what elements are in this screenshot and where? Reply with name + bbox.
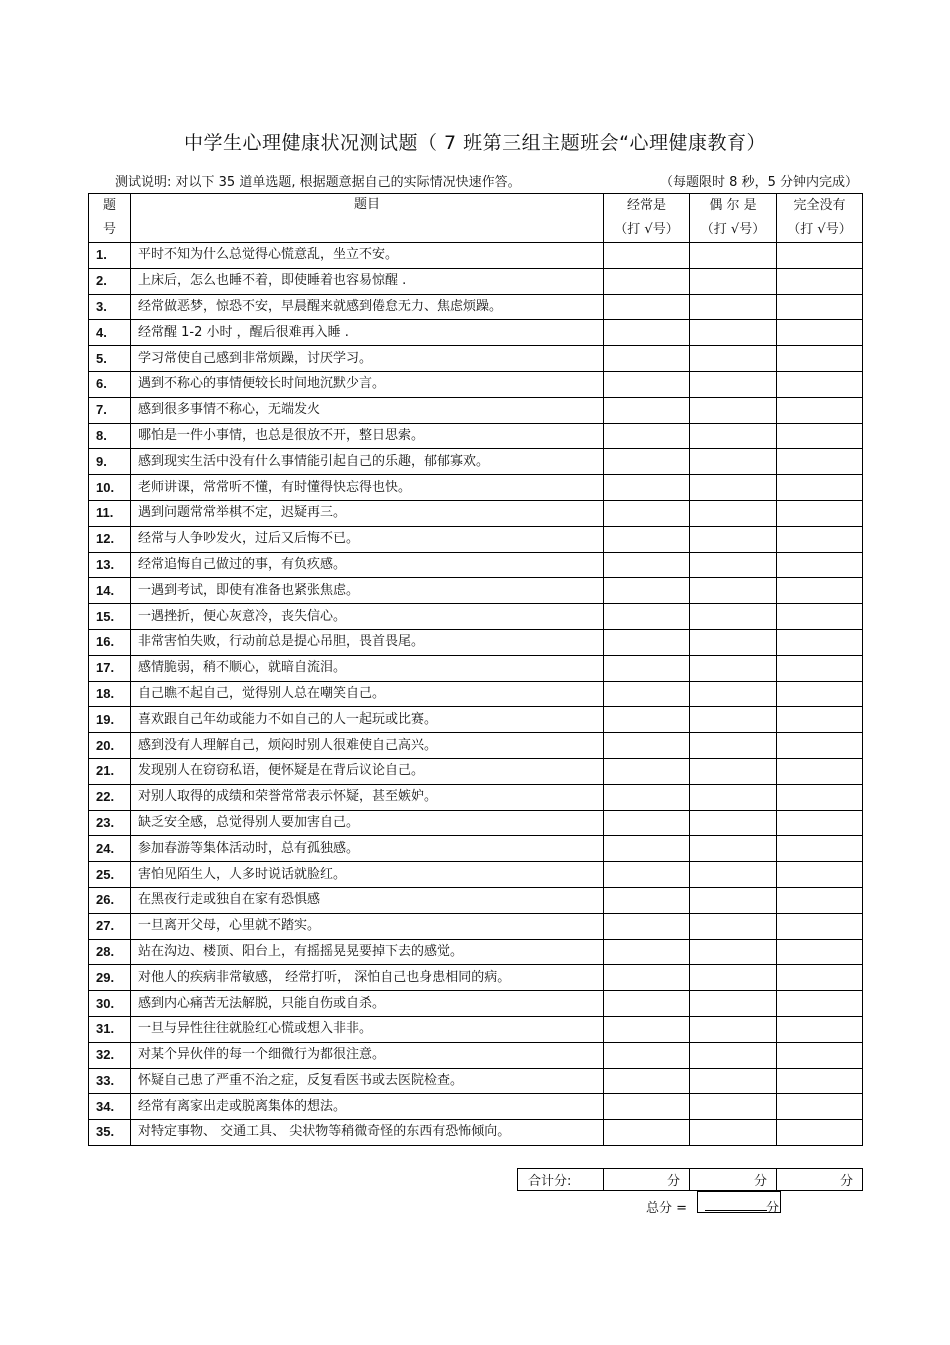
answer-cell-sometimes[interactable]	[690, 449, 777, 475]
answer-cell-never[interactable]	[777, 629, 863, 655]
question-text: 对他人的疾病非常敏感， 经常打听， 深怕自己也身患相同的病。	[131, 965, 604, 991]
answer-cell-often[interactable]	[604, 1094, 690, 1120]
answer-cell-sometimes[interactable]	[690, 243, 777, 269]
answer-cell-never[interactable]	[777, 681, 863, 707]
question-number: 16.	[89, 629, 131, 655]
question-row	[89, 423, 863, 449]
question-text: 发现别人在窃窃私语，便怀疑是在背后议论自己。	[131, 758, 604, 784]
answer-cell-never[interactable]	[777, 733, 863, 759]
question-number: 26.	[89, 887, 131, 913]
answer-cell-often[interactable]	[604, 707, 690, 733]
question-row	[89, 862, 863, 888]
answer-cell-often[interactable]	[604, 681, 690, 707]
question-text: 非常害怕失败，行动前总是提心吊胆，畏首畏尾。	[131, 629, 604, 655]
answer-cell-sometimes[interactable]	[690, 733, 777, 759]
answer-cell-sometimes[interactable]	[690, 604, 777, 630]
answer-cell-often[interactable]	[604, 604, 690, 630]
grand-total-unit: 分	[766, 1201, 780, 1216]
question-number: 21.	[89, 758, 131, 784]
answer-cell-never[interactable]	[777, 1042, 863, 1068]
answer-cell-often[interactable]	[604, 887, 690, 913]
answer-cell-never[interactable]	[777, 423, 863, 449]
question-text: 感到现实生活中没有什么事情能引起自己的乐趣，郁郁寡欢。	[131, 449, 604, 475]
question-row	[89, 604, 863, 630]
question-number: 2.	[89, 268, 131, 294]
answer-cell-often[interactable]	[604, 939, 690, 965]
answer-cell-never[interactable]	[777, 810, 863, 836]
answer-cell-sometimes[interactable]	[690, 346, 777, 372]
answer-cell-sometimes[interactable]	[690, 913, 777, 939]
answer-cell-often[interactable]	[604, 423, 690, 449]
question-number: 27.	[89, 913, 131, 939]
question-row	[89, 294, 863, 320]
question-number: 31.	[89, 1016, 131, 1042]
question-text: 一遇挫折，便心灰意冷，丧失信心。	[131, 604, 604, 630]
answer-cell-sometimes[interactable]	[690, 371, 777, 397]
subtotal-sometimes[interactable]: 分	[690, 1169, 777, 1191]
question-text: 经常做恶梦，惊恐不安，早晨醒来就感到倦怠无力、焦虑烦躁。	[131, 294, 604, 320]
question-text: 经常醒 1-2 小时 ，醒后很难再入睡 .	[131, 320, 604, 346]
question-text: 喜欢跟自己年幼或能力不如自己的人一起玩或比赛。	[131, 707, 604, 733]
answer-cell-often[interactable]	[604, 268, 690, 294]
answer-cell-never[interactable]	[777, 991, 863, 1017]
question-number: 5.	[89, 346, 131, 372]
answer-cell-often[interactable]	[604, 758, 690, 784]
question-text: 怀疑自己患了严重不治之症，反复看医书或去医院检查。	[131, 1068, 604, 1094]
question-number: 17.	[89, 655, 131, 681]
question-text: 经常追悔自己做过的事，有负疚感。	[131, 552, 604, 578]
question-number: 32.	[89, 1042, 131, 1068]
question-row	[89, 965, 863, 991]
answer-cell-sometimes[interactable]	[690, 810, 777, 836]
grand-total-label: 总分 =	[646, 1201, 688, 1216]
question-text: 遇到问题常常举棋不定，迟疑再三。	[131, 500, 604, 526]
answer-cell-often[interactable]	[604, 913, 690, 939]
answer-cell-never[interactable]	[777, 862, 863, 888]
answer-cell-never[interactable]	[777, 500, 863, 526]
question-row	[89, 243, 863, 269]
answer-cell-never[interactable]	[777, 526, 863, 552]
questionnaire-table	[88, 193, 863, 1146]
answer-cell-often[interactable]	[604, 449, 690, 475]
time-limit-note: （每题限时 8 秒，5 分钟内完成）	[660, 175, 858, 190]
answer-cell-sometimes[interactable]	[690, 500, 777, 526]
answer-cell-sometimes[interactable]	[690, 836, 777, 862]
question-row	[89, 578, 863, 604]
header-never: 完全没有 （打 √号）	[777, 194, 863, 243]
answer-cell-never[interactable]	[777, 965, 863, 991]
answer-cell-sometimes[interactable]	[690, 268, 777, 294]
answer-cell-sometimes[interactable]	[690, 681, 777, 707]
answer-cell-never[interactable]	[777, 604, 863, 630]
question-number: 4.	[89, 320, 131, 346]
question-row	[89, 810, 863, 836]
answer-cell-often[interactable]	[604, 1016, 690, 1042]
answer-cell-sometimes[interactable]	[690, 707, 777, 733]
answer-cell-often[interactable]	[604, 784, 690, 810]
answer-cell-sometimes[interactable]	[690, 991, 777, 1017]
header-row	[89, 194, 863, 243]
answer-cell-often[interactable]	[604, 1042, 690, 1068]
question-number: 33.	[89, 1068, 131, 1094]
question-row	[89, 939, 863, 965]
question-row	[89, 836, 863, 862]
answer-cell-never[interactable]	[777, 655, 863, 681]
question-row	[89, 707, 863, 733]
subtotal-row	[518, 1169, 863, 1191]
question-row	[89, 629, 863, 655]
answer-cell-sometimes[interactable]	[690, 578, 777, 604]
answer-cell-often[interactable]	[604, 655, 690, 681]
answer-cell-often[interactable]	[604, 1068, 690, 1094]
page-title: 中学生心理健康状况测试题（ 7 班第三组主题班会“心理健康教育）	[183, 132, 766, 154]
question-text: 老师讲课，常常听不懂，有时懂得快忘得也快。	[131, 475, 604, 501]
question-number: 11.	[89, 500, 131, 526]
grand-total-underline	[705, 1210, 767, 1211]
question-row	[89, 887, 863, 913]
question-text: 对别人取得的成绩和荣誉常常表示怀疑，甚至嫉妒。	[131, 784, 604, 810]
question-number: 9.	[89, 449, 131, 475]
question-row	[89, 371, 863, 397]
answer-cell-never[interactable]	[777, 1068, 863, 1094]
question-text: 哪怕是一件小事情，也总是很放不开，整日思索。	[131, 423, 604, 449]
answer-cell-often[interactable]	[604, 320, 690, 346]
question-number: 34.	[89, 1094, 131, 1120]
answer-cell-often[interactable]	[604, 836, 690, 862]
answer-cell-sometimes[interactable]	[690, 1068, 777, 1094]
answer-cell-never[interactable]	[777, 939, 863, 965]
test-instructions: 测试说明: 对以下 35 道单选题, 根据题意据自己的实际情况快速作答。	[115, 175, 521, 190]
question-text: 感到很多事情不称心，无端发火	[131, 397, 604, 423]
answer-cell-never[interactable]	[777, 1094, 863, 1120]
question-text: 一旦与异性往往就脸红心慌或想入非非。	[131, 1016, 604, 1042]
subtotal-label: 合计分:	[518, 1169, 604, 1191]
answer-cell-sometimes[interactable]	[690, 552, 777, 578]
question-number: 20.	[89, 733, 131, 759]
question-number: 1.	[89, 243, 131, 269]
answer-cell-often[interactable]	[604, 371, 690, 397]
answer-cell-sometimes[interactable]	[690, 320, 777, 346]
question-number: 23.	[89, 810, 131, 836]
answer-cell-never[interactable]	[777, 371, 863, 397]
question-text: 感到内心痛苦无法解脱，只能自伤或自杀。	[131, 991, 604, 1017]
question-text: 一遇到考试，即使有准备也紧张焦虑。	[131, 578, 604, 604]
answer-cell-never[interactable]	[777, 449, 863, 475]
answer-cell-often[interactable]	[604, 629, 690, 655]
question-number: 10.	[89, 475, 131, 501]
answer-cell-often[interactable]	[604, 965, 690, 991]
question-row	[89, 268, 863, 294]
header-num: 题 号	[89, 194, 131, 243]
answer-cell-never[interactable]	[777, 1120, 863, 1146]
question-number: 29.	[89, 965, 131, 991]
header-question: 题目	[131, 194, 604, 243]
question-number: 22.	[89, 784, 131, 810]
question-text: 经常与人争吵发火，过后又后悔不已。	[131, 526, 604, 552]
answer-cell-never[interactable]	[777, 887, 863, 913]
answer-cell-never[interactable]	[777, 268, 863, 294]
question-row	[89, 991, 863, 1017]
answer-cell-never[interactable]	[777, 1016, 863, 1042]
answer-cell-sometimes[interactable]	[690, 784, 777, 810]
answer-cell-often[interactable]	[604, 552, 690, 578]
question-number: 8.	[89, 423, 131, 449]
answer-cell-sometimes[interactable]	[690, 1042, 777, 1068]
question-row	[89, 500, 863, 526]
question-text: 平时不知为什么总觉得心慌意乱，坐立不安。	[131, 243, 604, 269]
answer-cell-sometimes[interactable]	[690, 939, 777, 965]
answer-cell-sometimes[interactable]	[690, 1120, 777, 1146]
answer-cell-sometimes[interactable]	[690, 758, 777, 784]
question-row	[89, 1120, 863, 1146]
question-row	[89, 681, 863, 707]
answer-cell-sometimes[interactable]	[690, 887, 777, 913]
header-sometimes: 偶 尔 是 （打 √号）	[690, 194, 777, 243]
question-text: 感情脆弱，稍不顺心，就暗自流泪。	[131, 655, 604, 681]
question-row	[89, 346, 863, 372]
answer-cell-sometimes[interactable]	[690, 655, 777, 681]
question-number: 7.	[89, 397, 131, 423]
question-row	[89, 784, 863, 810]
question-row	[89, 397, 863, 423]
answer-cell-often[interactable]	[604, 500, 690, 526]
answer-cell-sometimes[interactable]	[690, 475, 777, 501]
answer-cell-often[interactable]	[604, 810, 690, 836]
answer-cell-never[interactable]	[777, 552, 863, 578]
answer-cell-often[interactable]	[604, 733, 690, 759]
question-text: 害怕见陌生人，人多时说话就脸红。	[131, 862, 604, 888]
question-number: 13.	[89, 552, 131, 578]
answer-cell-never[interactable]	[777, 913, 863, 939]
answer-cell-often[interactable]	[604, 1120, 690, 1146]
question-text: 参加春游等集体活动时，总有孤独感。	[131, 836, 604, 862]
question-number: 28.	[89, 939, 131, 965]
question-number: 18.	[89, 681, 131, 707]
question-row	[89, 758, 863, 784]
question-text: 对某个异伙伴的每一个细微行为都很注意。	[131, 1042, 604, 1068]
answer-cell-often[interactable]	[604, 243, 690, 269]
answer-cell-sometimes[interactable]	[690, 629, 777, 655]
answer-cell-never[interactable]	[777, 346, 863, 372]
answer-cell-sometimes[interactable]	[690, 526, 777, 552]
answer-cell-never[interactable]	[777, 578, 863, 604]
answer-cell-never[interactable]	[777, 836, 863, 862]
answer-cell-never[interactable]	[777, 397, 863, 423]
question-row	[89, 449, 863, 475]
answer-cell-sometimes[interactable]	[690, 1016, 777, 1042]
question-text: 感到没有人理解自己，烦闷时别人很难使自己高兴。	[131, 733, 604, 759]
answer-cell-never[interactable]	[777, 784, 863, 810]
answer-cell-often[interactable]	[604, 397, 690, 423]
question-number: 25.	[89, 862, 131, 888]
question-number: 3.	[89, 294, 131, 320]
answer-cell-sometimes[interactable]	[690, 397, 777, 423]
answer-cell-often[interactable]	[604, 991, 690, 1017]
subtotal-often[interactable]: 分	[604, 1169, 690, 1191]
question-text: 缺乏安全感，总觉得别人要加害自己。	[131, 810, 604, 836]
question-number: 24.	[89, 836, 131, 862]
question-row	[89, 1068, 863, 1094]
question-text: 站在沟边、楼顶、阳台上，有摇摇晃晃要掉下去的感觉。	[131, 939, 604, 965]
answer-cell-often[interactable]	[604, 294, 690, 320]
question-number: 19.	[89, 707, 131, 733]
question-row	[89, 1042, 863, 1068]
answer-cell-sometimes[interactable]	[690, 423, 777, 449]
answer-cell-never[interactable]	[777, 243, 863, 269]
answer-cell-often[interactable]	[604, 346, 690, 372]
subtotal-never[interactable]: 分	[777, 1169, 863, 1191]
answer-cell-never[interactable]	[777, 475, 863, 501]
answer-cell-never[interactable]	[777, 320, 863, 346]
question-text: 一旦离开父母，心里就不踏实。	[131, 913, 604, 939]
question-row	[89, 1094, 863, 1120]
answer-cell-sometimes[interactable]	[690, 294, 777, 320]
answer-cell-never[interactable]	[777, 294, 863, 320]
question-row	[89, 913, 863, 939]
subtotal-table	[517, 1168, 863, 1191]
question-row	[89, 320, 863, 346]
answer-cell-often[interactable]	[604, 862, 690, 888]
question-text: 学习常使自己感到非常烦躁，讨厌学习。	[131, 346, 604, 372]
answer-cell-sometimes[interactable]	[690, 965, 777, 991]
question-row	[89, 526, 863, 552]
answer-cell-often[interactable]	[604, 578, 690, 604]
question-text: 遇到不称心的事情便较长时间地沉默少言。	[131, 371, 604, 397]
question-text: 经常有离家出走或脱离集体的想法。	[131, 1094, 604, 1120]
question-row	[89, 733, 863, 759]
question-row	[89, 475, 863, 501]
answer-cell-sometimes[interactable]	[690, 862, 777, 888]
question-row	[89, 655, 863, 681]
answer-cell-never[interactable]	[777, 758, 863, 784]
question-number: 35.	[89, 1120, 131, 1146]
question-number: 6.	[89, 371, 131, 397]
question-number: 12.	[89, 526, 131, 552]
question-number: 15.	[89, 604, 131, 630]
question-number: 30.	[89, 991, 131, 1017]
answer-cell-never[interactable]	[777, 707, 863, 733]
question-text: 上床后，怎么也睡不着，即使睡着也容易惊醒 .	[131, 268, 604, 294]
question-row	[89, 1016, 863, 1042]
answer-cell-often[interactable]	[604, 475, 690, 501]
question-number: 14.	[89, 578, 131, 604]
question-row	[89, 552, 863, 578]
answer-cell-sometimes[interactable]	[690, 1094, 777, 1120]
question-text: 在黑夜行走或独自在家有恐惧感	[131, 887, 604, 913]
header-often: 经常是 （打 √号）	[604, 194, 690, 243]
question-text: 自己瞧不起自己，觉得别人总在嘲笑自己。	[131, 681, 604, 707]
question-text: 对特定事物、 交通工具、 尖状物等稍微奇怪的东西有恐怖倾向。	[131, 1120, 604, 1146]
answer-cell-often[interactable]	[604, 526, 690, 552]
